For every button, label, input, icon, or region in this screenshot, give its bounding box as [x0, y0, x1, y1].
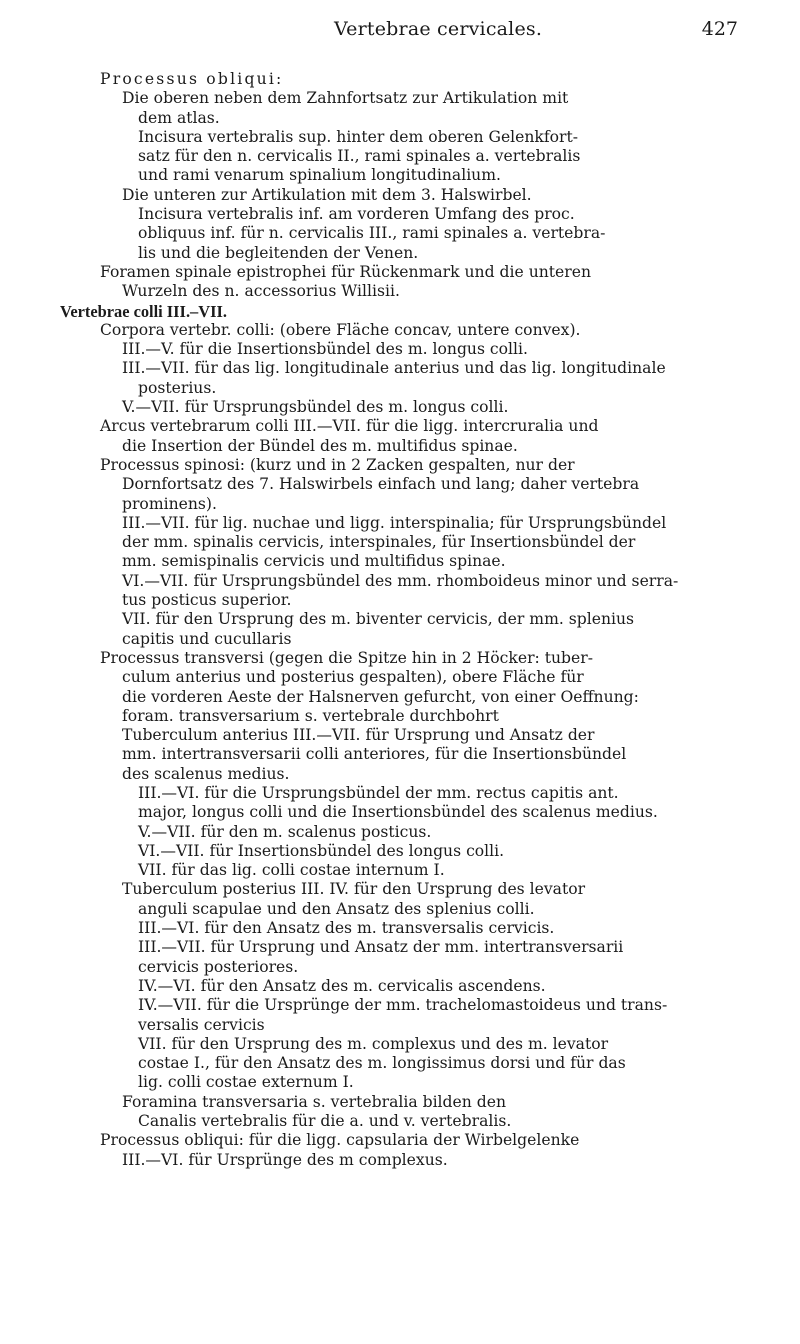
- text-line: cervicis posteriores.: [138, 957, 299, 976]
- text-line: Wurzeln des n. accessorius Willisii.: [122, 282, 400, 301]
- text-line: V.—VII. für Ursprungsbündel des m. longus colli.: [122, 398, 509, 417]
- text-line: III.—V. für die Insertionsbündel des m. longus colli.: [122, 340, 528, 359]
- text-line: des scalenus medius.: [122, 764, 290, 783]
- text-line: Corpora vertebr. colli: (obere Fläche concav, untere convex).: [100, 320, 581, 339]
- text-line: VII. für das lig. colli costae internum I.: [138, 861, 445, 880]
- text-line: VI.—VII. für Insertionsbündel des longus colli.: [138, 841, 505, 860]
- text-line: Die unteren zur Artikulation mit dem 3. Halswirbel.: [122, 185, 532, 204]
- text-line: und rami venarum spinalium longitudinalium.: [138, 166, 501, 185]
- text-line: mm. semispinalis cervicis und multifidus spinae.: [122, 552, 506, 571]
- text-line: V.—VII. für den m. scalenus posticus.: [138, 822, 432, 841]
- text-line: posterius.: [138, 378, 217, 397]
- text-line: Tuberculum posterius III. IV. für den Ursprung des levator: [122, 880, 586, 899]
- text-line: Arcus vertebrarum colli III.—VII. für die ligg. intercruralia und: [100, 417, 599, 436]
- text-line: IV.—VII. für die Ursprünge der mm. trachelomastoideus und trans-: [138, 996, 668, 1015]
- text-line: VII. für den Ursprung des m. complexus und des m. levator: [138, 1034, 609, 1053]
- text-line: obliquus inf. für n. cervicalis III., rami spinales a. vertebra-: [138, 224, 606, 243]
- text-line: III.—VII. für Ursprung und Ansatz der mm. intertransversarii: [138, 938, 624, 957]
- page-body: [0, 70, 800, 1170]
- text-line: mm. intertransversarii colli anteriores, für die Insertionsbündel: [122, 745, 627, 764]
- text-line: dem atlas.: [138, 108, 220, 127]
- text-line: tus posticus superior.: [122, 591, 292, 610]
- text-line: Processus obliqui:: [100, 70, 284, 88]
- text-line: foram. transversarium s. vertebrale durchbohrt: [122, 706, 499, 725]
- text-line: IV.—VI. für den Ansatz des m. cervicalis ascendens.: [138, 976, 546, 995]
- text-line: III.—VI. für die Ursprungsbündel der mm. rectus capitis ant.: [138, 783, 619, 802]
- page-title: Vertebrae cervicales.: [334, 18, 543, 40]
- text-line: III.—VI. für Ursprünge des m complexus.: [122, 1150, 448, 1169]
- text-line: III.—VII. für das lig. longitudinale anterius und das lig. longitudinale: [122, 359, 666, 378]
- page-number: 427: [701, 18, 738, 40]
- text-line: Processus obliqui: für die ligg. capsularia der Wirbelgelenke: [100, 1131, 580, 1150]
- text-line: prominens).: [122, 494, 217, 513]
- section-heading: Vertebrae colli III.–VII.: [60, 301, 227, 321]
- text-line: VII. für den Ursprung des m. biventer cervicis, der mm. splenius: [122, 610, 635, 629]
- text-line: anguli scapulae und den Ansatz des splenius colli.: [138, 899, 535, 918]
- text-line: culum anterius und posterius gespalten), obere Fläche für: [122, 668, 584, 687]
- text-line: der mm. spinalis cervicis, interspinales, für Insertionsbündel der: [122, 533, 636, 552]
- text-line: capitis und cucullaris: [122, 629, 292, 648]
- text-line: major, longus colli und die Insertionsbündel des scalenus medius.: [138, 803, 658, 822]
- text-line: III.—VI. für den Ansatz des m. transversalis cervicis.: [138, 919, 555, 938]
- text-line: Canalis vertebralis für die a. und v. vertebralis.: [138, 1112, 512, 1131]
- text-line: Processus spinosi: (kurz und in 2 Zacken gespalten, nur der: [100, 455, 575, 474]
- text-line: Foramen spinale epistrophei für Rückenmark und die unteren: [100, 262, 592, 281]
- text-line: die Insertion der Bündel des m. multifidus spinae.: [122, 436, 518, 455]
- text-line: Foramina transversaria s. vertebralia bilden den: [122, 1092, 507, 1111]
- text-line: satz für den n. cervicalis II., rami spinales a. vertebralis: [138, 147, 581, 166]
- text-line: Processus transversi (gegen die Spitze hin in 2 Höcker: tuber-: [100, 648, 593, 667]
- text-line: Incisura vertebralis sup. hinter dem oberen Gelenkfort-: [138, 127, 579, 146]
- text-line: Incisura vertebralis inf. am vorderen Umfang des proc.: [138, 205, 575, 224]
- text-line: Dornfortsatz des 7. Halswirbels einfach und lang; daher vertebra: [122, 475, 640, 494]
- text-line: lis und die begleitenden der Venen.: [138, 243, 419, 262]
- text-line: costae I., für den Ansatz des m. longissimus dorsi und für das: [138, 1054, 626, 1073]
- text-line: Die oberen neben dem Zahnfortsatz zur Artikulation mit: [122, 89, 569, 108]
- text-line: III.—VII. für lig. nuchae und ligg. interspinalia; für Ursprungsbündel: [122, 513, 667, 532]
- text-line: versalis cervicis: [138, 1015, 265, 1034]
- text-line: die vorderen Aeste der Halsnerven gefurcht, von einer Oeffnung:: [122, 687, 639, 706]
- page-header: [0, 18, 800, 48]
- text-line: lig. colli costae externum I.: [138, 1073, 354, 1092]
- text-line: VI.—VII. für Ursprungsbündel des mm. rhomboideus minor und serra-: [122, 571, 679, 590]
- text-line: Tuberculum anterius III.—VII. für Ursprung und Ansatz der: [122, 726, 595, 745]
